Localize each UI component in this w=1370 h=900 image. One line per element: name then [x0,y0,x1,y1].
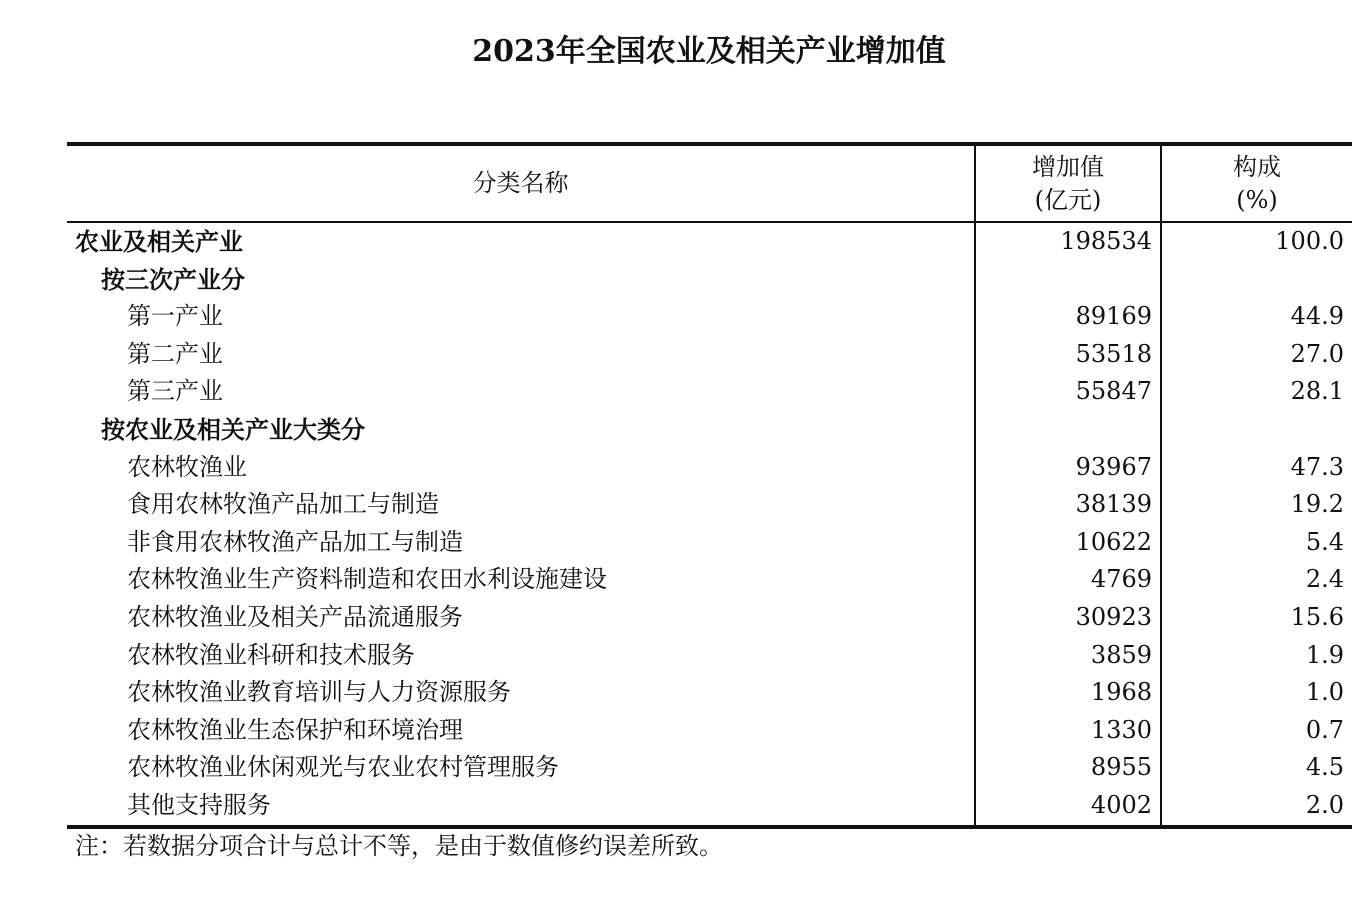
row-value: 8955 [975,749,1161,787]
row-value: 89169 [975,298,1161,336]
table-row [67,222,1352,261]
header-value-added-unit: (亿元) [1034,185,1102,214]
table-header-row [67,144,1352,222]
row-share: 15.6 [1290,602,1344,631]
table-row [67,411,1352,449]
row-share: 44.9 [1290,302,1344,331]
footnote: 注：若数据分项合计与总计不等，是由于数值修约误差所致。 [75,832,723,860]
table-row [67,336,1352,374]
row-value: 4002 [975,787,1161,827]
table-row [67,599,1352,637]
row-share [1161,261,1352,299]
header-category-name-label: 分类名称 [472,169,569,197]
row-name: 第一产业 [67,298,975,336]
header-category-name [67,144,975,222]
row-value [975,261,1161,299]
value-added-table [67,142,1352,829]
row-name: 农林牧渔业科研和技术服务 [67,637,975,675]
row-value: 55847 [975,373,1161,411]
row-name: 按农业及相关产业大类分 [67,411,975,449]
row-name: 农林牧渔业教育培训与人力资源服务 [67,674,975,712]
table-row [67,298,1352,336]
row-share: 28.1 [1290,377,1344,406]
table-row [67,561,1352,599]
row-value: 4769 [975,561,1161,599]
row-value [975,411,1161,449]
row-name: 非食用农林牧渔产品加工与制造 [67,524,975,562]
row-value: 53518 [975,336,1161,374]
row-name: 食用农林牧渔产品加工与制造 [67,486,975,524]
row-name: 农林牧渔业生产资料制造和农田水利设施建设 [67,561,975,599]
row-name: 农林牧渔业 [67,449,975,487]
row-share: 1.9 [1305,640,1344,669]
row-share: 2.4 [1305,565,1344,594]
table-row [67,449,1352,487]
row-share: 19.2 [1290,490,1344,519]
header-value-added [975,144,1161,222]
header-share-unit: (%) [1236,185,1278,214]
row-value: 38139 [975,486,1161,524]
row-share: 47.3 [1290,452,1344,481]
table-row [67,712,1352,750]
header-share [1161,144,1352,222]
table-row [67,524,1352,562]
page-title: 2023年全国农业及相关产业增加值 [472,34,946,69]
row-share: 100.0 [1275,227,1344,255]
table-row [67,261,1352,299]
row-share: 2.0 [1161,787,1352,827]
row-value: 1330 [975,712,1161,750]
header-share-label: 构成 [1233,152,1281,181]
table-row [67,749,1352,787]
table-row [67,637,1352,675]
table-row [67,787,1352,827]
row-value: 10622 [975,524,1161,562]
row-share: 27.0 [1290,339,1344,368]
row-share: 4.5 [1305,753,1344,782]
row-value: 3859 [975,637,1161,675]
header-value-added-label: 增加值 [1032,152,1104,181]
row-name: 农林牧渔业及相关产品流通服务 [67,599,975,637]
row-share: 1.0 [1305,678,1344,707]
row-name: 第三产业 [67,373,975,411]
row-name: 按三次产业分 [67,261,975,299]
row-share: 0.7 [1305,715,1344,744]
table-row [67,373,1352,411]
row-name: 农林牧渔业休闲观光与农业农村管理服务 [67,749,975,787]
row-value: 93967 [975,449,1161,487]
row-name: 其他支持服务 [67,787,975,827]
table-row [67,674,1352,712]
table-row [67,486,1352,524]
row-share: 5.4 [1305,527,1344,556]
row-name: 第二产业 [67,336,975,374]
row-name: 农林牧渔业生态保护和环境治理 [67,712,975,750]
row-name: 农业及相关产业 [67,222,975,261]
row-value: 30923 [975,599,1161,637]
row-value: 1968 [975,674,1161,712]
row-share [1161,411,1352,449]
row-value: 198534 [975,222,1161,261]
